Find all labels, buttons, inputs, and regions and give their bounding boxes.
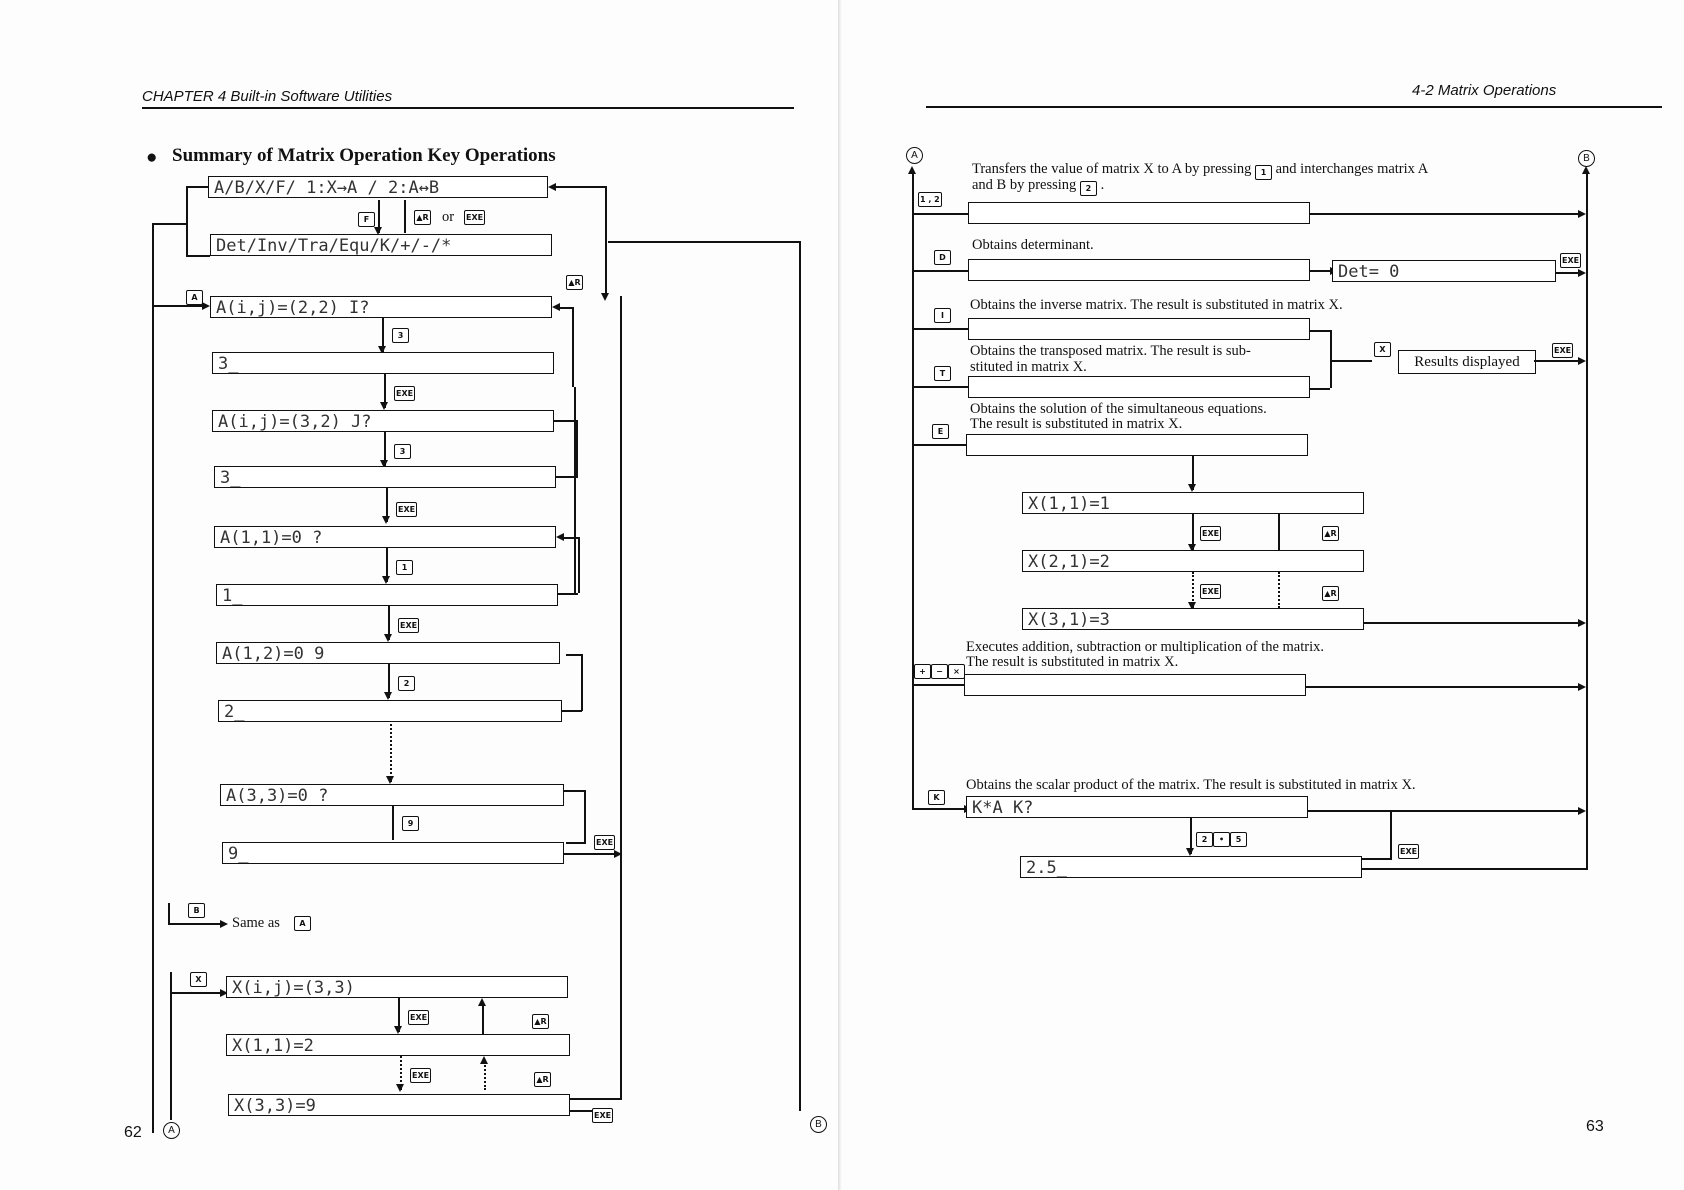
arrow: [202, 302, 210, 310]
loop-line: [186, 186, 210, 188]
continuation-dots: [1278, 572, 1280, 608]
display-k: K*A K?: [966, 796, 1308, 818]
transfer-text-2: and B by pressing 2 .: [972, 178, 1104, 194]
line: [1364, 622, 1580, 624]
determinant-text: Obtains determinant.: [972, 237, 1094, 253]
exe-key: EXE: [1552, 343, 1573, 358]
arrow: [1582, 166, 1590, 174]
arrow: [601, 293, 609, 301]
line: [566, 654, 582, 656]
display-input-9: 9_: [222, 842, 564, 864]
equations-text: Obtains the solution of the simultaneous equations.: [970, 401, 1267, 417]
ar-key: ▲R: [534, 1072, 551, 1087]
display-input-3b: 3_: [214, 466, 556, 488]
line: [584, 790, 586, 842]
exe-key: EXE: [594, 835, 615, 850]
line: [1362, 858, 1392, 860]
i-key: I: [934, 308, 951, 323]
chapter-header: CHAPTER 4 Built-in Software Utilities: [142, 88, 393, 105]
page-number-left: 62: [124, 1124, 142, 1141]
arrow: [382, 516, 390, 524]
equations-text-2: The result is substituted in matrix X.: [970, 416, 1183, 432]
right-page: [842, 0, 1684, 1190]
ar-key: ▲R: [1322, 586, 1339, 601]
display-a33: A(3,3)=0 ?: [220, 784, 564, 806]
line: [799, 241, 801, 1111]
loop-line: [186, 255, 210, 257]
key-2: 2: [1080, 181, 1097, 196]
connector-b: B: [810, 1116, 827, 1133]
exe-key: EXE: [592, 1108, 613, 1123]
arrow: [396, 1084, 404, 1092]
arrow: [1578, 807, 1586, 815]
exe-key: EXE: [1398, 844, 1419, 859]
exe-key: EXE: [408, 1010, 429, 1025]
line: [1306, 686, 1580, 688]
display-x31: X(3,1)=3: [1022, 608, 1364, 630]
line: [482, 1004, 484, 1034]
transpose-text: Obtains the transposed matrix. The result is sub-: [970, 343, 1251, 359]
header-rule: [926, 106, 1662, 108]
exe-key: EXE: [396, 502, 417, 517]
line: [564, 853, 618, 855]
line: [170, 992, 222, 994]
ar-key: ▲R: [532, 1014, 549, 1029]
line: [572, 307, 574, 387]
exe-key: EXE: [1200, 584, 1221, 599]
ar-key: ▲R: [1322, 526, 1339, 541]
line: [912, 213, 970, 215]
display-transpose: [968, 376, 1310, 398]
header-rule: [142, 107, 794, 109]
arrow: [1578, 619, 1586, 627]
same-as-text: Same as: [232, 915, 280, 931]
exe-key: EXE: [1200, 526, 1221, 541]
main-left-line: [912, 170, 914, 808]
line: [170, 972, 172, 1120]
display-transfer: [968, 202, 1310, 224]
line: [1534, 360, 1580, 362]
display-aij-i: A(i,j)=(2,2) I?: [210, 296, 552, 318]
inverse-text: Obtains the inverse matrix. The result is substituted in matrix X.: [970, 297, 1343, 313]
exe-key: EXE: [398, 618, 419, 633]
display-det: Det= 0: [1332, 260, 1556, 282]
continuation-dots: [390, 724, 392, 782]
exe-key: EXE: [410, 1068, 431, 1083]
line: [1362, 868, 1588, 870]
line: [912, 806, 914, 808]
loop-line: [186, 186, 188, 256]
arrow: [1188, 484, 1196, 492]
arrow: [394, 1026, 402, 1034]
point-key: •: [1213, 832, 1230, 847]
key-3: 3: [394, 444, 411, 459]
line: [578, 537, 580, 593]
line: [1556, 272, 1580, 274]
line: [620, 296, 622, 1100]
a-key: A: [186, 290, 203, 305]
display-menu-1: A/B/X/F/ 1:X→A / 2:A↔B: [208, 176, 548, 198]
display-menu-2: Det/Inv/Tra/Equ/K/+/-/*: [210, 234, 552, 256]
loop-line: [152, 223, 188, 225]
arrow: [1186, 848, 1194, 856]
arrow: [908, 166, 916, 174]
arrow: [384, 692, 392, 700]
times-key: ×: [948, 664, 965, 679]
line: [570, 1098, 622, 1100]
key-2: 2: [398, 676, 415, 691]
arrow: [380, 402, 388, 410]
connector-a: A: [906, 147, 923, 164]
line: [574, 387, 576, 595]
x-key: X: [1374, 342, 1391, 357]
line: [1278, 514, 1280, 552]
line: [154, 305, 204, 307]
minus-key: −: [931, 664, 948, 679]
line: [912, 328, 970, 330]
arrow: [386, 776, 394, 784]
display-xij: X(i,j)=(3,3): [226, 976, 568, 998]
line: [404, 200, 406, 233]
or-text: or: [442, 209, 455, 225]
line: [564, 790, 584, 792]
e-key: E: [932, 424, 949, 439]
page-number-right: 63: [1586, 1118, 1604, 1135]
plus-key: +: [914, 664, 931, 679]
arrow: [1578, 683, 1586, 691]
arrow: [552, 303, 560, 311]
arrow: [1578, 269, 1586, 277]
display-x33: X(3,3)=9: [228, 1094, 570, 1116]
line: [168, 903, 170, 924]
display-inverse: [968, 318, 1310, 340]
line: [576, 420, 578, 476]
arrow: [382, 576, 390, 584]
page-title: Summary of Matrix Operation Key Operations: [172, 145, 556, 166]
line: [566, 842, 586, 844]
arrow: [556, 533, 564, 541]
continuation-dots: [484, 1062, 486, 1090]
arrow: [480, 1056, 488, 1064]
line: [912, 808, 966, 810]
line: [1390, 810, 1392, 858]
line: [556, 186, 606, 188]
line: [912, 386, 970, 388]
f-key: F: [358, 212, 375, 227]
line: [608, 241, 800, 243]
key-5: 5: [1230, 832, 1247, 847]
keys-1-2: 1 , 2: [918, 192, 942, 207]
arrow: [1578, 210, 1586, 218]
section-header: 4-2 Matrix Operations: [1412, 82, 1557, 99]
arrow: [384, 634, 392, 642]
display-a12: A(1,2)=0 9: [216, 642, 560, 664]
display-a11: A(1,1)=0 ?: [214, 526, 556, 548]
a-key: A: [294, 916, 311, 931]
line: [1310, 270, 1332, 272]
main-left-line: [152, 223, 154, 1133]
bullet: ●: [146, 147, 158, 168]
display-input-1: 1_: [216, 584, 558, 606]
exe-key: EXE: [464, 210, 485, 225]
key-9: 9: [402, 816, 419, 831]
transfer-text: Transfers the value of matrix X to A by pressing 1 and interchanges matrix A: [972, 162, 1428, 178]
scalar-text: Obtains the scalar product of the matrix. The result is substituted in matrix X.: [966, 777, 1416, 793]
line: [1330, 330, 1332, 388]
transpose-text-2: stituted in matrix X.: [970, 359, 1087, 375]
line: [560, 307, 572, 309]
arrow: [1578, 357, 1586, 365]
arrow: [220, 920, 228, 928]
line: [1310, 330, 1330, 332]
connector-b: B: [1578, 150, 1595, 167]
line: [605, 186, 607, 296]
key-1: 1: [396, 560, 413, 575]
display-arith: [964, 674, 1306, 696]
display-x11: X(1,1)=2: [226, 1034, 570, 1056]
connector-a: A: [163, 1122, 180, 1139]
results-displayed: Results displayed: [1398, 350, 1536, 374]
line: [168, 923, 222, 925]
display-k-value: 2.5_: [1020, 856, 1362, 878]
display-input-2: 2_: [218, 700, 562, 722]
arrow: [548, 183, 556, 191]
line: [392, 806, 394, 840]
line: [554, 420, 576, 422]
d-key: D: [934, 250, 951, 265]
line: [1330, 360, 1372, 362]
exe-key: EXE: [1560, 253, 1581, 268]
display-aij-j: A(i,j)=(3,2) J?: [212, 410, 554, 432]
ar-key: ▲R: [566, 275, 583, 290]
arith-text: Executes addition, subtraction or multiplication of the matrix.: [966, 639, 1324, 655]
line: [912, 270, 970, 272]
main-right-line: [1586, 170, 1588, 870]
t-key: T: [934, 366, 951, 381]
line: [562, 710, 582, 712]
key-2: 2: [1196, 832, 1213, 847]
display-input-3: 3_: [212, 352, 554, 374]
arrow: [478, 998, 486, 1006]
key-1: 1: [1255, 165, 1272, 180]
ar-key: ▲R: [414, 210, 431, 225]
line: [912, 684, 966, 686]
display-equations: [966, 434, 1308, 456]
line: [564, 537, 578, 539]
line: [581, 654, 583, 711]
line: [1310, 213, 1580, 215]
display-det-input: [968, 259, 1310, 281]
x-key: X: [190, 972, 207, 987]
line: [912, 444, 968, 446]
b-key: B: [188, 903, 205, 918]
exe-key: EXE: [394, 386, 415, 401]
display-x11: X(1,1)=1: [1022, 492, 1364, 514]
line: [1308, 810, 1580, 812]
k-key: K: [928, 790, 945, 805]
arith-text-2: The result is substituted in matrix X.: [966, 654, 1179, 670]
display-x21: X(2,1)=2: [1022, 550, 1364, 572]
key-3: 3: [392, 328, 409, 343]
line: [1310, 388, 1330, 390]
